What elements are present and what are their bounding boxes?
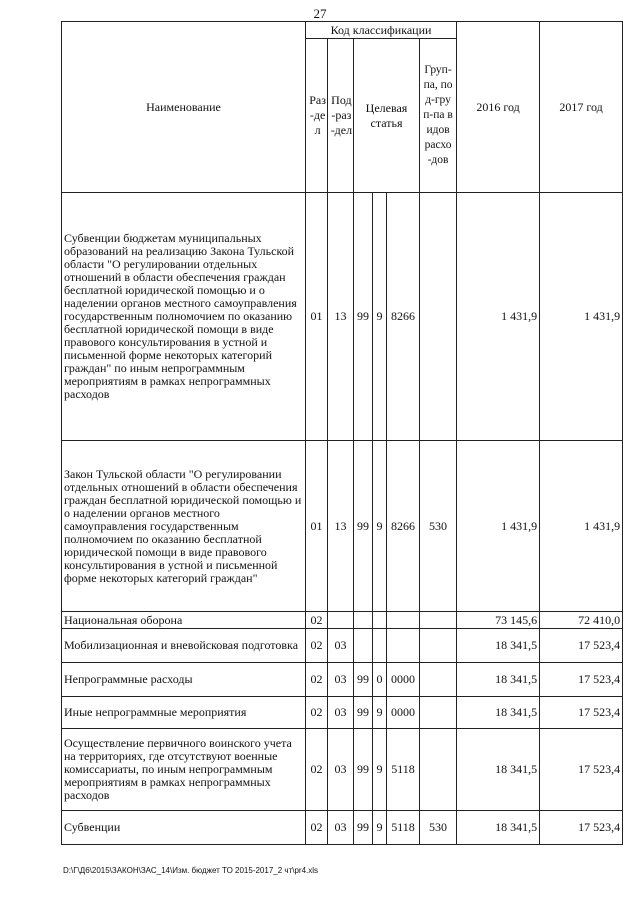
row-section: 02 <box>306 697 328 729</box>
row-target-sub <box>373 612 387 629</box>
row-name: Иные непрограммные мероприятия <box>62 697 306 729</box>
row-target-sub: 9 <box>373 729 387 811</box>
row-value-2016: 18 341,5 <box>457 663 540 697</box>
row-subsection <box>328 612 354 629</box>
header-subsection <box>328 39 354 193</box>
row-subsection: 03 <box>328 729 354 811</box>
row-target-code: 8266 <box>387 441 420 612</box>
row-target-program: 99 <box>354 441 373 612</box>
row-target-code: 0000 <box>387 697 420 729</box>
budget-table <box>61 21 623 845</box>
row-section: 02 <box>306 663 328 697</box>
row-value-2016: 18 341,5 <box>457 811 540 845</box>
row-subsection: 03 <box>328 697 354 729</box>
row-target-code <box>387 629 420 663</box>
header-target <box>354 39 420 193</box>
row-name: Национальная оборона <box>62 612 306 629</box>
row-value-2017: 1 431,9 <box>540 193 623 441</box>
header-section <box>306 39 328 193</box>
header-name <box>62 22 306 193</box>
row-value-2017: 17 523,4 <box>540 663 623 697</box>
page-number: 27 <box>313 6 327 21</box>
row-value-2017: 17 523,4 <box>540 697 623 729</box>
row-name: Субвенции бюджетам муниципальных образований на реализацию Закона Тульской области "О регулировании отдельных отношений в области обеспечения граждан бесплатной юридической помощью и о наделении органов местного самоуправления государственным полномочием по оказанию бесплатной юридической помощи в виде правового консультирования в устной и письменной форме некоторых категорий граждан" по иным непрограммным мероприятиям в рамках непрограммных расходов <box>62 193 306 441</box>
row-value-2017: 17 523,4 <box>540 629 623 663</box>
row-expense-group <box>420 629 457 663</box>
table-row <box>62 612 623 629</box>
header-year-2017: 2017 год <box>540 22 623 193</box>
row-target-code: 8266 <box>387 193 420 441</box>
row-name: Закон Тульской области "О регулировании отдельных отношений в области обеспечения граждан бесплатной юридической помощью и о наделении органов местного самоуправления государственным полномочием по оказанию бесплатной юридической помощи в виде правового консультирования в устной и письменной форме некоторых категорий граждан" <box>62 441 306 612</box>
row-section: 02 <box>306 629 328 663</box>
row-expense-group <box>420 697 457 729</box>
header-subsection-text: Под-раз-дел <box>330 93 353 137</box>
row-section: 02 <box>306 612 328 629</box>
row-name: Непрограммные расходы <box>62 663 306 697</box>
table-row <box>62 811 623 845</box>
row-target-program: 99 <box>354 811 373 845</box>
header-code-group: Код классификации <box>306 22 457 39</box>
row-target-code <box>387 612 420 629</box>
row-section: 01 <box>306 193 328 441</box>
row-subsection: 13 <box>328 441 354 612</box>
header-expense-group-text: Груп-па, под-груп-па видов расхо-дов <box>423 64 453 166</box>
row-expense-group: 530 <box>420 811 457 845</box>
row-value-2016: 18 341,5 <box>457 729 540 811</box>
row-target-sub <box>373 629 387 663</box>
table-row <box>62 441 623 612</box>
row-target-sub: 0 <box>373 663 387 697</box>
row-expense-group: 530 <box>420 441 457 612</box>
row-value-2017: 1 431,9 <box>540 441 623 612</box>
row-subsection: 03 <box>328 811 354 845</box>
row-target-program: 99 <box>354 663 373 697</box>
header-target-text: Целевая статья <box>365 100 408 130</box>
table-row <box>62 729 623 811</box>
row-target-code: 0000 <box>387 663 420 697</box>
row-target-program <box>354 629 373 663</box>
row-value-2016: 1 431,9 <box>457 441 540 612</box>
row-value-2016: 73 145,6 <box>457 612 540 629</box>
row-target-program: 99 <box>354 697 373 729</box>
file-path-footer: D:\Г\Д6\2015\ЗАКОН\ЗАС_14\Изм. бюджет ТО 2015-2017_2 чт\pr4.xls <box>63 866 319 875</box>
row-subsection: 03 <box>328 629 354 663</box>
header-year-2016: 2016 год <box>457 22 540 193</box>
row-section: 01 <box>306 441 328 612</box>
table-row <box>62 629 623 663</box>
row-section: 02 <box>306 811 328 845</box>
table-row <box>62 697 623 729</box>
row-value-2017: 17 523,4 <box>540 811 623 845</box>
row-target-sub: 9 <box>373 193 387 441</box>
row-target-code: 5118 <box>387 729 420 811</box>
row-section: 02 <box>306 729 328 811</box>
row-value-2017: 17 523,4 <box>540 729 623 811</box>
header-section-text: Раз-дел <box>309 93 326 137</box>
row-target-sub: 9 <box>373 811 387 845</box>
row-value-2016: 18 341,5 <box>457 629 540 663</box>
row-target-program <box>354 612 373 629</box>
row-value-2016: 1 431,9 <box>457 193 540 441</box>
row-target-code: 5118 <box>387 811 420 845</box>
row-name: Мобилизационная и вневойсковая подготовка <box>62 629 306 663</box>
row-target-program: 99 <box>354 193 373 441</box>
row-expense-group <box>420 729 457 811</box>
row-target-program: 99 <box>354 729 373 811</box>
row-subsection: 03 <box>328 663 354 697</box>
row-name: Субвенции <box>62 811 306 845</box>
row-value-2016: 18 341,5 <box>457 697 540 729</box>
row-name: Осуществление первичного воинского учета на территориях, где отсутствуют военные комиссариаты, по иным непрограммным мероприятиям в рамках непрограммных расходов <box>62 729 306 811</box>
row-expense-group <box>420 193 457 441</box>
header-expense-group <box>420 39 457 193</box>
row-target-sub: 9 <box>373 697 387 729</box>
row-target-sub: 9 <box>373 441 387 612</box>
table-row <box>62 193 623 441</box>
row-value-2017: 72 410,0 <box>540 612 623 629</box>
row-expense-group <box>420 612 457 629</box>
table-row <box>62 663 623 697</box>
header-name-text: Наименование <box>146 99 221 114</box>
row-subsection: 13 <box>328 193 354 441</box>
row-expense-group <box>420 663 457 697</box>
